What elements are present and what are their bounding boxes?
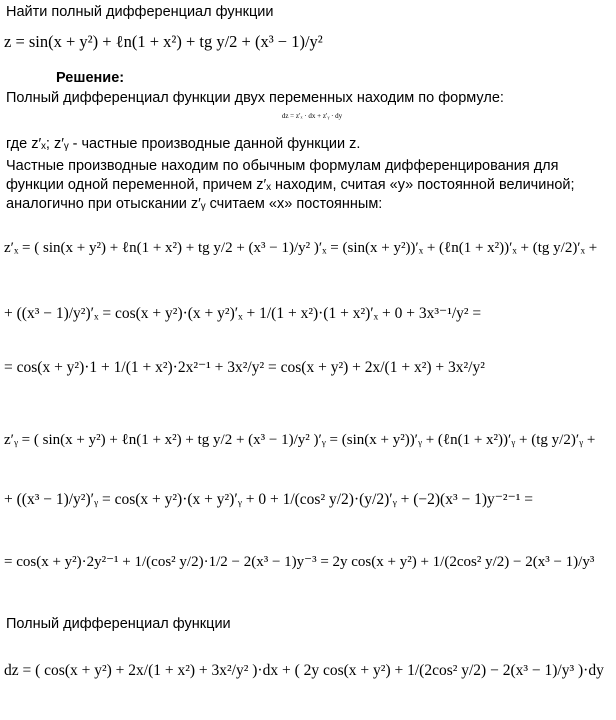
- solution-intro: Полный дифференциал функции двух переменных находим по формуле:: [6, 90, 504, 106]
- zy-derivation-line-2: + ((x³ − 1)/y²)′ᵧ = cos(x + y²)·(x + y²)′ᵧ + 0 + 1/(cos² y/2)·(y/2)′ᵧ + (−2)(x³ − 1)y⁻²⁻¹ =: [4, 491, 534, 508]
- partials-definition: где z′ₓ; z′ᵧ - частные производные данной функции z.: [6, 136, 361, 152]
- zy-derivation-line-1: z′ᵧ = ( sin(x + y²) + ℓn(1 + x²) + tg y/2 + (x³ − 1)/y² )′ᵧ = (sin(x + y²))′ᵧ + (ℓn(1 + x²))′ᵧ + (tg y/2)′ᵧ +: [4, 432, 596, 448]
- total-differential-formula: dz = z′ₓ · dx + z′ᵧ · dy: [281, 112, 343, 120]
- problem-heading: Найти полный дифференциал функции: [6, 4, 274, 20]
- explanation-line-2: функции одной переменной, причем z′ₓ находим, считая «у» постоянной величиной;: [6, 177, 575, 193]
- explanation-line-1: Частные производные находим по обычным формулам дифференцирования для: [6, 158, 559, 174]
- zx-derivation-line-1: z′ₓ = ( sin(x + y²) + ℓn(1 + x²) + tg y/2 + (x³ − 1)/y² )′ₓ = (sin(x + y²))′ₓ + (ℓn(1 + x²))′ₓ + (tg y/2)′ₓ +: [4, 240, 598, 256]
- function-definition: z = sin(x + y²) + ℓn(1 + x²) + tg y/2 + (x³ − 1)/y²: [4, 32, 323, 51]
- zx-derivation-line-3: = cos(x + y²)·1 + 1/(1 + x²)·2x²⁻¹ + 3x²/y² = cos(x + y²) + 2x/(1 + x²) + 3x²/y²: [4, 359, 485, 376]
- solution-title: Решение:: [56, 70, 125, 86]
- zx-derivation-line-2: + ((x³ − 1)/y²)′ₓ = cos(x + y²)·(x + y²)′ₓ + 1/(1 + x²)·(1 + x²)′ₓ + 0 + 3x³⁻¹/y² =: [4, 305, 482, 322]
- final-heading: Полный дифференциал функции: [6, 616, 231, 632]
- zy-derivation-line-3: = cos(x + y²)·2y²⁻¹ + 1/(cos² y/2)·1/2 − 2(x³ − 1)y⁻³ = 2y cos(x + y²) + 1/(2cos² y/2) − 2(x³ − 1)/y³: [4, 554, 595, 570]
- explanation-line-3: аналогично при отыскании z′ᵧ считаем «х» постоянным:: [6, 196, 383, 212]
- final-differential: dz = ( cos(x + y²) + 2x/(1 + x²) + 3x²/y² )·dx + ( 2y cos(x + y²) + 1/(2cos² y/2) − 2(x³ − 1)/y³ )·dy: [4, 662, 604, 679]
